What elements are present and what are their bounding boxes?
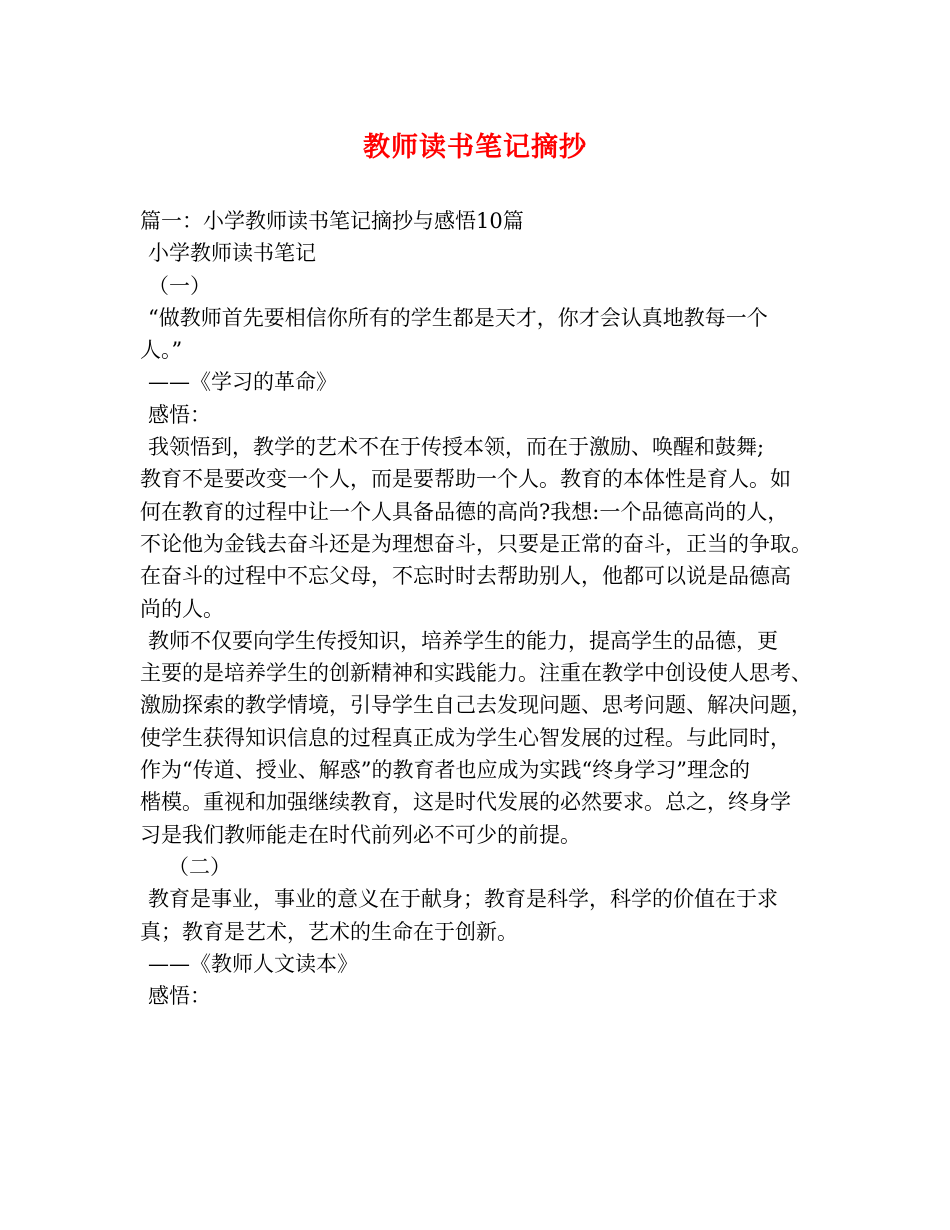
quote-line: “做教师首先要相信你所有的学生都是天才，你才会认真地教每一个: [148, 305, 768, 330]
paragraph-line: 教师不仅要向学生传授知识，培养学生的能力，提高学生的品德，更: [148, 628, 778, 653]
reflection-label: 感悟：: [148, 984, 211, 1009]
paragraph-line: 不论他为金钱去奋斗还是为理想奋斗，只要是正常的奋斗，正当的争取。: [140, 531, 812, 556]
quote-line: 人。”: [140, 338, 183, 363]
paragraph-line: 尚的人。: [140, 596, 224, 621]
paragraph-line: 习是我们教师能走在时代前列必不可少的前提。: [140, 822, 581, 847]
document-title: 教师读书笔记摘抄: [363, 132, 587, 163]
quote-line: 教育是事业，事业的意义在于献身；教育是科学，科学的价值在于求: [148, 887, 778, 912]
quote-line: 真；教育是艺术，艺术的生命在于创新。: [140, 919, 518, 944]
reflection-label: 感悟：: [148, 402, 211, 427]
paragraph-line: 在奋斗的过程中不忘父母，不忘时时去帮助别人，他都可以说是品德高: [140, 564, 791, 589]
paragraph-line: 激励探索的教学情境，引导学生自己去发现问题、思考问题、解决问题，: [140, 693, 812, 718]
section-heading: 篇一：小学教师读书笔记摘抄与感悟10篇: [140, 209, 524, 233]
subheading: 小学教师读书笔记: [148, 241, 316, 266]
paragraph-line: 教育不是要改变一个人，而是要帮助一个人。教育的本体性是育人。如: [140, 467, 791, 492]
quote-source: ——《教师人文读本》: [148, 951, 358, 976]
part-number: （二）: [168, 854, 231, 879]
paragraph-line: 作为“传道、授业、解惑”的教育者也应成为实践“终身学习”理念的: [140, 758, 750, 783]
paragraph-line: 我领悟到，教学的艺术不在于传授本领，而在于激励、唤醒和鼓舞;: [148, 435, 765, 460]
document-body: [140, 205, 830, 1012]
part-number: （一）: [148, 273, 211, 298]
paragraph-line: 楷模。重视和加强继续教育，这是时代发展的必然要求。总之，终身学: [140, 790, 791, 815]
quote-source: ——《学习的革命》: [148, 370, 337, 395]
paragraph-line: 使学生获得知识信息的过程真正成为学生心智发展的过程。与此同时，: [140, 725, 791, 750]
paragraph-line: 何在教育的过程中让一个人具备品德的高尚?我想:一个品德高尚的人，: [140, 499, 789, 524]
paragraph-line: 主要的是培养学生的创新精神和实践能力。注重在教学中创设使人思考、: [140, 661, 812, 686]
